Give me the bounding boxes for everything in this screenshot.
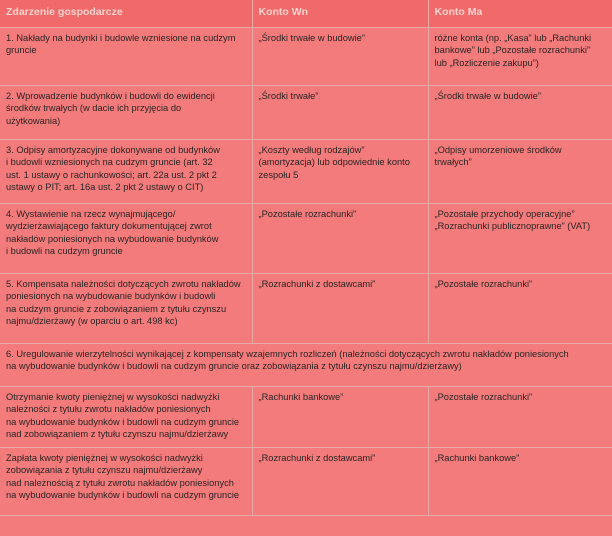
event-cell: Otrzymanie kwoty pieniężnej w wysokości nadwyżki należności z tytułu zwrotu nakładów poniesionych na wybudowanie budynków i budowli na cudzym gruncie nad zobowiązaniem z tytułu czynszu najmu/dzierżawy <box>0 387 252 448</box>
credit-cell: różne konta (np. „Kasa” lub „Rachunki bankowe” lub „Pozostałe rozrachunki” lub „Rozliczenie zakupu”) <box>428 28 612 86</box>
table-row <box>0 274 612 344</box>
table-row <box>0 28 612 86</box>
debit-cell: „Rozrachunki z dostawcami” <box>252 448 428 516</box>
event-cell: 4. Wystawienie na rzecz wynajmującego/ wydzierżawiającego faktury dokumentującej zwrot nakładów poniesionych na wybudowanie budynków i budowli na cudzym gruncie <box>0 204 252 274</box>
debit-cell: „Pozostałe rozrachunki” <box>252 204 428 274</box>
table-row <box>0 448 612 516</box>
table-row <box>0 86 612 140</box>
header-debit-account: Konto Wn <box>252 0 428 28</box>
debit-cell: „Koszty według rodzajów” (amortyzacja) lub odpowiednie konto zespołu 5 <box>252 140 428 204</box>
event-cell: Zapłata kwoty pieniężnej w wysokości nadwyżki zobowiązania z tytułu czynszu najmu/dzierżawy nad należnością z tytułu zwrotu nakładów poniesionych na wybudowanie budynków i budowli na cudzym gruncie <box>0 448 252 516</box>
credit-cell: „Pozostałe rozrachunki” <box>428 387 612 448</box>
event-cell: 3. Odpisy amortyzacyjne dokonywane od budynków i budowli wzniesionych na cudzym gruncie (art. 32 ust. 1 ustawy o rachunkowości; art. 22a ust. 2 pkt 2 ustawy o PIT; art. 16a ust. 2 pkt 2 ustawy o CIT) <box>0 140 252 204</box>
event-cell: 5. Kompensata należności dotyczących zwrotu nakładów poniesionych na wybudowanie budynków i budowli na cudzym gruncie z zobowiązaniem z tytułu czynszu najmu/dzierżawy (w oparciu o art. 498 kc) <box>0 274 252 344</box>
table-row <box>0 140 612 204</box>
debit-cell: „Środki trwałe” <box>252 86 428 140</box>
credit-cell: „Odpisy umorzeniowe środków trwałych” <box>428 140 612 204</box>
header-row <box>0 0 612 28</box>
table-row <box>0 204 612 274</box>
event-cell: 2. Wprowadzenie budynków i budowli do ewidencji środków trwałych (w dacie ich przyjęcia do użytkowania) <box>0 86 252 140</box>
table-row <box>0 387 612 448</box>
credit-cell: „Pozostałe przychody operacyjne” „Rozrachunki publicznoprawne” (VAT) <box>428 204 612 274</box>
credit-cell: „Środki trwałe w budowie” <box>428 86 612 140</box>
debit-cell: „Środki trwałe w budowie” <box>252 28 428 86</box>
header-event: Zdarzenie gospodarcze <box>0 0 252 28</box>
credit-cell: „Pozostałe rozrachunki” <box>428 274 612 344</box>
debit-cell: „Rozrachunki z dostawcami” <box>252 274 428 344</box>
credit-cell: „Rachunki bankowe” <box>428 448 612 516</box>
event-cell-merged: 6. Uregulowanie wierzytelności wynikającej z kompensaty wzajemnych rozliczeń (należności dotyczących zwrotu nakładów poniesionych na wybudowanie budynków i budowli na cudzym gruncie oraz zobowiązania z tytułu czynszu najmu/dzierżawy) <box>0 344 612 387</box>
header-credit-account: Konto Ma <box>428 0 612 28</box>
debit-cell: „Rachunki bankowe” <box>252 387 428 448</box>
event-cell: 1. Nakłady na budynki i budowle wzniesione na cudzym gruncie <box>0 28 252 86</box>
table-row-merged <box>0 344 612 387</box>
